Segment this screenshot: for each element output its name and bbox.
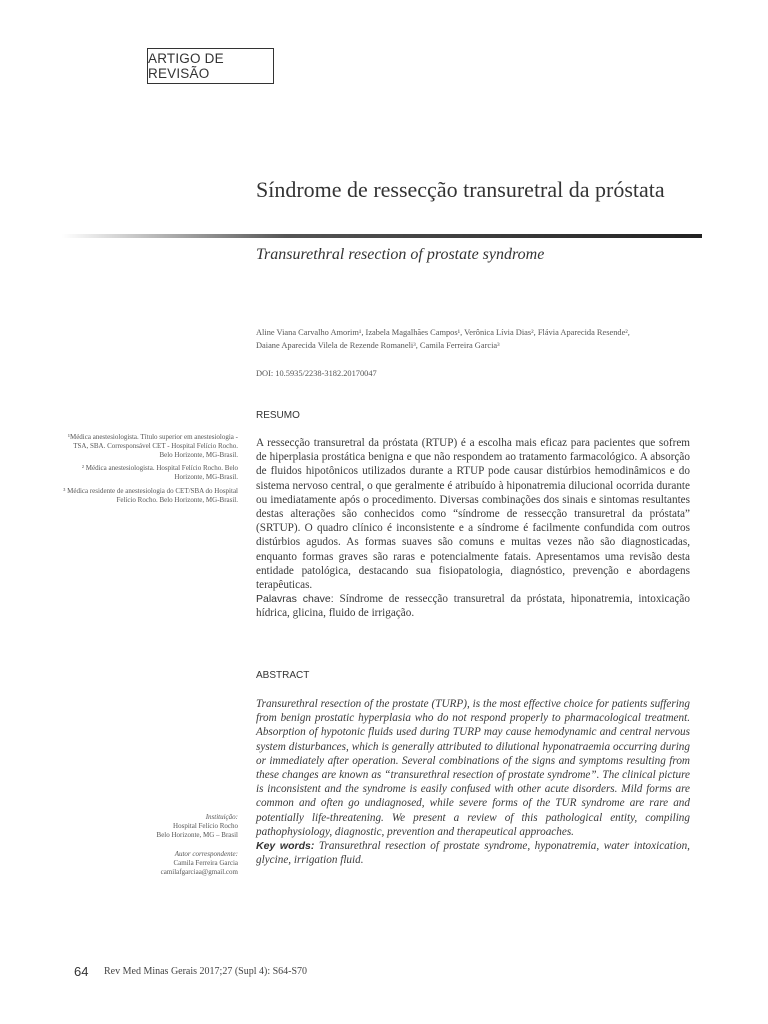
doi[interactable]: DOI: 10.5935/2238-3182.20170047: [256, 369, 377, 378]
affiliation-2: ² Médica anestesiologista. Hospital Felício Rocho. Belo Horizonte, MG-Brasil.: [81, 464, 238, 482]
correspondence-block: [60, 850, 238, 878]
resumo-body: [256, 436, 690, 621]
abstract-heading: ABSTRACT: [256, 670, 310, 681]
authors-line-2: Daiane Aparecida Vilela de Rezende Romaneli³, Camila Ferreira Garcia³: [256, 341, 500, 350]
journal-citation: Rev Med Minas Gerais 2017;27 (Supl 4): S64-S70: [104, 966, 308, 977]
key-words-label: Key words:: [256, 840, 315, 853]
palavras-chave: Síndrome de ressecção transuretral da próstata, hiponatremia, intoxicação hídrica, glicina, fluido de irrigação.: [256, 593, 690, 620]
institution-location: Belo Horizonte, MG – Brasil: [156, 831, 238, 840]
palavras-chave-label: Palavras chave:: [256, 593, 334, 606]
affiliation-3: ³ Médica residente de anestesiologia do CET/SBA do Hospital Felício Rocho. Belo Horizonte, MG-Brasil.: [63, 487, 238, 505]
correspondence-email[interactable]: camilafgarciaa@gmail.com: [160, 868, 238, 877]
abstract-body: [256, 697, 690, 867]
institution-block: [60, 813, 238, 841]
article-title-en: Transurethral resection of prostate syndrome: [256, 246, 545, 263]
authors-line-1: Aline Viana Carvalho Amorim¹, Izabela Magalhães Campos¹, Verônica Lívia Dias², Flávia Aparecida Resende²,: [256, 328, 630, 337]
institution-label: Instituição:: [205, 813, 238, 821]
resumo-text: A ressecção transuretral da próstata (RTUP) é a escolha mais eficaz para pacientes que sofrem de hiperplasia prostática benigna e que não respondem ao tratamento farmacológico. A absorção de fluidos hipotônicos utilizados durante a RTUP pode causar distúrbios hemodinâmicos e do sistema nervoso central, o que geralmente é atribuído à hiponatremia dilucional ocorrida durante ou imediatamente após o procedimento. Diversas combinações dos sinais e sintomas resultantes destas alterações são conhecidos como “síndrome de ressecção transuretral da próstata” (SRTUP). O quadro clínico é inconsistente e a síndrome é facilmente confundida com outros distúrbios agudos. As formas suaves são comuns e muitas vezes não são diagnosticadas, enquanto formas graves são raras e potencialmente fatais. Apresentamos uma revisão desta entidade patológica, destacando sua fisiopatologia, diagnóstico, prevenção e abordagens terapêuticas.: [256, 437, 690, 592]
title-divider: [62, 234, 702, 238]
article-title-pt: Síndrome de ressecção transuretral da próstata: [256, 177, 665, 202]
affiliation-1: ¹Médica anestesiologista. Título superior em anestesiologia - TSA, SBA. Corresponsável CET - Hospital Felício Rocho. Belo Horizonte, MG-Brasil.: [67, 433, 238, 460]
section-label: ARTIGO DE REVISÃO: [147, 48, 274, 84]
page-number: 64: [74, 964, 89, 979]
resumo-heading: RESUMO: [256, 410, 300, 421]
author-list: [256, 326, 686, 352]
correspondence-label: Autor correspondente:: [174, 850, 238, 858]
institution-name: Hospital Felício Rocho: [173, 822, 238, 831]
key-words: Transurethral resection of prostate syndrome, hyponatremia, water intoxication, glycine, irrigation fluid.: [256, 840, 690, 867]
abstract-text: Transurethral resection of the prostate (TURP), is the most effective choice for patients suffering from benign prostatic hyperplasia who do not respond properly to pharmacological treatment. Absorption of hypotonic fluids used during TURP may cause hemodynamic and central nervous system disturbances, which is generally attributed to dilutional hyponatraemia occurring during or immediately after operation. Several combinations of the signs and symptoms resulting from these changes are known as “transurethral resection of prostate syndrome”. The clinical picture is inconsistent and the syndrome is easily confused with other acute disorders. Mild forms are common and often go undiagnosed, while severe forms of the TUR syndrome are rare and potentially life-threatening. We present a review of this pathological entity, compiling pathophysiology, diagnostic, prevention and therapeutical approaches.: [256, 698, 690, 838]
correspondence-name: Camila Ferreira Garcia: [173, 859, 238, 868]
